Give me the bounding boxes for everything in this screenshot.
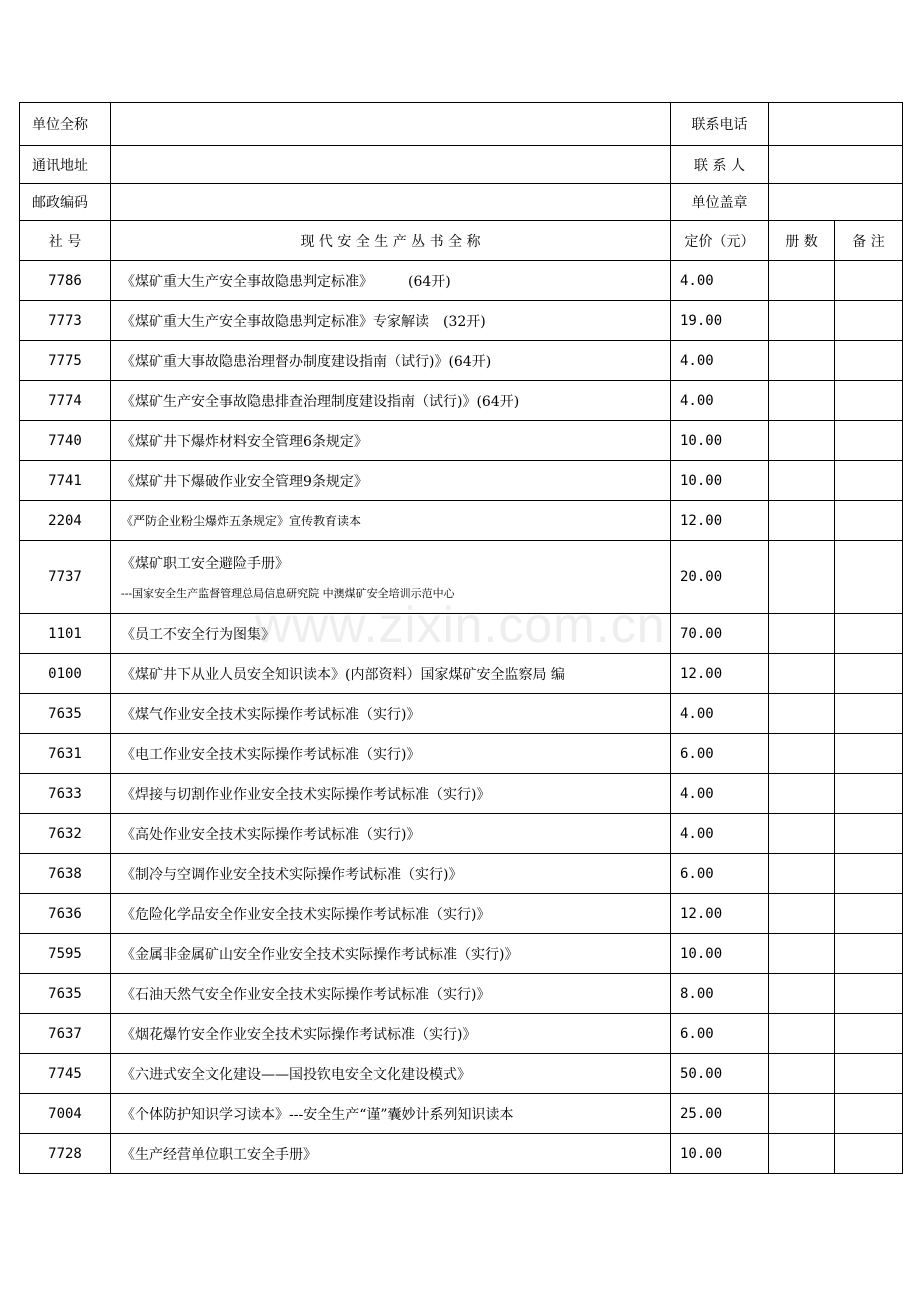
- book-number: 7635: [20, 694, 111, 734]
- table-row: [20, 974, 903, 1014]
- note-field[interactable]: [835, 694, 903, 734]
- table-row: [20, 1014, 903, 1054]
- table-row: [20, 934, 903, 974]
- table-row: [20, 1134, 903, 1174]
- table-row: [20, 501, 903, 541]
- book-title: 《个体防护知识学习读本》---安全生产“谨”囊妙计系列知识读本: [121, 1106, 514, 1123]
- quantity-field[interactable]: [769, 381, 835, 421]
- book-title-cell: [111, 301, 671, 341]
- table-row: [20, 461, 903, 501]
- book-title-cell: [111, 341, 671, 381]
- note-field[interactable]: [835, 501, 903, 541]
- table-row: [20, 694, 903, 734]
- note-field[interactable]: [835, 814, 903, 854]
- book-number: 7728: [20, 1134, 111, 1174]
- note-field[interactable]: [835, 654, 903, 694]
- book-title: 《焊接与切割作业作业安全技术实际操作考试标准（实行)》: [121, 786, 491, 803]
- book-title: 《严防企业粉尘爆炸五条规定》宣传教育读本: [121, 514, 362, 528]
- quantity-field[interactable]: [769, 934, 835, 974]
- book-price: 50.00: [671, 1054, 769, 1094]
- book-subtitle: ---国家安全生产监督管理总局信息研究院 中澳煤矿安全培训示范中心: [121, 587, 455, 600]
- quantity-field[interactable]: [769, 1014, 835, 1054]
- book-price: 4.00: [671, 381, 769, 421]
- col-header-price: 定价（元）: [671, 221, 769, 261]
- book-price: 6.00: [671, 734, 769, 774]
- quantity-field[interactable]: [769, 461, 835, 501]
- table-row: [20, 614, 903, 654]
- unit-name-row: [20, 103, 903, 146]
- quantity-field[interactable]: [769, 1134, 835, 1174]
- book-number: 7745: [20, 1054, 111, 1094]
- table-row: [20, 381, 903, 421]
- note-field[interactable]: [835, 341, 903, 381]
- book-title: 《制冷与空调作业安全技术实际操作考试标准（实行)》: [121, 866, 463, 883]
- note-field[interactable]: [835, 934, 903, 974]
- table-row: [20, 541, 903, 614]
- col-header-qty: 册 数: [769, 221, 835, 261]
- book-title: 《烟花爆竹安全作业安全技术实际操作考试标准（实行)》: [121, 1026, 477, 1043]
- address-row: [20, 146, 903, 184]
- book-price: 4.00: [671, 774, 769, 814]
- book-title: 《电工作业安全技术实际操作考试标准（实行)》: [121, 746, 421, 763]
- quantity-field[interactable]: [769, 734, 835, 774]
- col-header-no: 社 号: [20, 221, 111, 261]
- quantity-field[interactable]: [769, 774, 835, 814]
- note-field[interactable]: [835, 461, 903, 501]
- book-price: 25.00: [671, 1094, 769, 1134]
- phone-field[interactable]: [769, 103, 903, 146]
- table-row: [20, 814, 903, 854]
- book-title-cell: [111, 1134, 671, 1174]
- book-price: 4.00: [671, 814, 769, 854]
- book-number: 7637: [20, 1014, 111, 1054]
- note-field[interactable]: [835, 421, 903, 461]
- book-title-cell: [111, 934, 671, 974]
- book-number: 7631: [20, 734, 111, 774]
- book-title: 《煤矿重大事故隐患治理督办制度建设指南（试行)》(64开): [121, 353, 492, 370]
- book-title-cell: [111, 1014, 671, 1054]
- seal-field[interactable]: [769, 184, 903, 221]
- book-number: 2204: [20, 501, 111, 541]
- book-title: 《煤矿职工安全避险手册》: [121, 556, 289, 572]
- contact-label: 联 系 人: [671, 146, 769, 184]
- table-row: [20, 301, 903, 341]
- postcode-row: [20, 184, 903, 221]
- book-title: 《金属非金属矿山安全作业安全技术实际操作考试标准（实行)》: [121, 946, 519, 963]
- note-field[interactable]: [835, 734, 903, 774]
- quantity-field[interactable]: [769, 974, 835, 1014]
- address-label: 通讯地址: [20, 146, 111, 184]
- table-row: [20, 854, 903, 894]
- book-price: 20.00: [671, 541, 769, 614]
- book-title-cell: [111, 734, 671, 774]
- book-title: 《煤气作业安全技术实际操作考试标准（实行)》: [121, 706, 421, 723]
- book-title-cell: [111, 814, 671, 854]
- book-title-cell: [111, 501, 671, 541]
- note-field[interactable]: [835, 1094, 903, 1134]
- quantity-field[interactable]: [769, 341, 835, 381]
- book-title: 《高处作业安全技术实际操作考试标准（实行)》: [121, 826, 421, 843]
- book-title: 《煤矿重大生产安全事故隐患判定标准》 (64开): [121, 273, 451, 290]
- table-row: [20, 654, 903, 694]
- table-row: [20, 774, 903, 814]
- note-field[interactable]: [835, 1134, 903, 1174]
- book-price: 10.00: [671, 461, 769, 501]
- table-row: [20, 894, 903, 934]
- book-number: 7633: [20, 774, 111, 814]
- book-number: 7775: [20, 341, 111, 381]
- address-field[interactable]: [111, 146, 671, 184]
- book-number: 7774: [20, 381, 111, 421]
- book-price: 10.00: [671, 1134, 769, 1174]
- quantity-field[interactable]: [769, 1054, 835, 1094]
- quantity-field[interactable]: [769, 501, 835, 541]
- book-order-form: [19, 102, 903, 1174]
- book-price: 10.00: [671, 934, 769, 974]
- postcode-field[interactable]: [111, 184, 671, 221]
- quantity-field[interactable]: [769, 694, 835, 734]
- unit-name-field[interactable]: [111, 103, 671, 146]
- table-row: [20, 734, 903, 774]
- book-title-cell: [111, 654, 671, 694]
- book-price: 19.00: [671, 301, 769, 341]
- book-title-cell: [111, 1054, 671, 1094]
- book-price: 10.00: [671, 421, 769, 461]
- book-title: 《危险化学品安全作业安全技术实际操作考试标准（实行)》: [121, 906, 491, 923]
- book-number: 7004: [20, 1094, 111, 1134]
- note-field[interactable]: [835, 894, 903, 934]
- book-title-cell: [111, 1094, 671, 1134]
- table-row: [20, 261, 903, 301]
- book-number: 7737: [20, 541, 111, 614]
- quantity-field[interactable]: [769, 541, 835, 614]
- book-title-cell: [111, 421, 671, 461]
- book-number: 7595: [20, 934, 111, 974]
- book-title-cell: [111, 974, 671, 1014]
- quantity-field[interactable]: [769, 614, 835, 654]
- book-number: 7740: [20, 421, 111, 461]
- seal-label: 单位盖章: [671, 184, 769, 221]
- book-price: 12.00: [671, 501, 769, 541]
- note-field[interactable]: [835, 381, 903, 421]
- book-number: 7638: [20, 854, 111, 894]
- book-title: 《煤矿井下爆炸材料安全管理6条规定》: [121, 433, 368, 450]
- book-price: 6.00: [671, 1014, 769, 1054]
- book-price: 4.00: [671, 341, 769, 381]
- note-field[interactable]: [835, 854, 903, 894]
- book-title-cell: [111, 614, 671, 654]
- note-field[interactable]: [835, 1054, 903, 1094]
- book-number: 1101: [20, 614, 111, 654]
- postcode-label: 邮政编码: [20, 184, 111, 221]
- book-number: 7636: [20, 894, 111, 934]
- book-title: 《石油天然气安全作业安全技术实际操作考试标准（实行)》: [121, 986, 491, 1003]
- book-title-cell: [111, 894, 671, 934]
- table-row: [20, 1094, 903, 1134]
- note-field[interactable]: [835, 541, 903, 614]
- book-price: 12.00: [671, 894, 769, 934]
- quantity-field[interactable]: [769, 814, 835, 854]
- note-field[interactable]: [835, 974, 903, 1014]
- book-title: 《煤矿重大生产安全事故隐患判定标准》专家解读 (32开): [121, 313, 486, 330]
- book-title: 《生产经营单位职工安全手册》: [121, 1146, 317, 1163]
- book-title: 《煤矿井下爆破作业安全管理9条规定》: [121, 473, 368, 490]
- note-field[interactable]: [835, 614, 903, 654]
- book-title-cell: [111, 541, 671, 614]
- book-price: 6.00: [671, 854, 769, 894]
- book-price: 4.00: [671, 694, 769, 734]
- book-title-cell: [111, 381, 671, 421]
- quantity-field[interactable]: [769, 301, 835, 341]
- book-number: 7635: [20, 974, 111, 1014]
- column-header-row: [20, 221, 903, 261]
- book-title: 《员工不安全行为图集》: [121, 626, 275, 643]
- book-list: [20, 261, 903, 1174]
- col-header-note: 备 注: [835, 221, 903, 261]
- table-row: [20, 421, 903, 461]
- book-title: 《六进式安全文化建设——国投钦电安全文化建设模式》: [121, 1066, 471, 1083]
- book-number: 7741: [20, 461, 111, 501]
- book-number: 7632: [20, 814, 111, 854]
- book-title: 《煤矿生产安全事故隐患排查治理制度建设指南（试行)》(64开): [121, 393, 520, 410]
- phone-label: 联系电话: [671, 103, 769, 146]
- quantity-field[interactable]: [769, 261, 835, 301]
- quantity-field[interactable]: [769, 421, 835, 461]
- unit-name-label: 单位全称: [20, 103, 111, 146]
- book-title-cell: [111, 774, 671, 814]
- quantity-field[interactable]: [769, 894, 835, 934]
- book-number: 7773: [20, 301, 111, 341]
- table-row: [20, 1054, 903, 1094]
- watermark: www.zixin.com.cn: [255, 597, 666, 653]
- book-number: 0100: [20, 654, 111, 694]
- book-number: 7786: [20, 261, 111, 301]
- book-title-cell: [111, 261, 671, 301]
- quantity-field[interactable]: [769, 854, 835, 894]
- col-header-title: 现 代 安 全 生 产 丛 书 全 称: [111, 221, 671, 261]
- book-price: 8.00: [671, 974, 769, 1014]
- book-title-cell: [111, 461, 671, 501]
- note-field[interactable]: [835, 1014, 903, 1054]
- book-price: 4.00: [671, 261, 769, 301]
- note-field[interactable]: [835, 261, 903, 301]
- book-title: 《煤矿井下从业人员安全知识读本》(内部资料）国家煤矿安全监察局 编: [121, 666, 565, 683]
- book-title-cell: [111, 854, 671, 894]
- quantity-field[interactable]: [769, 654, 835, 694]
- book-price: 12.00: [671, 654, 769, 694]
- table-row: [20, 341, 903, 381]
- quantity-field[interactable]: [769, 1094, 835, 1134]
- book-title-cell: [111, 694, 671, 734]
- book-price: 70.00: [671, 614, 769, 654]
- contact-field[interactable]: [769, 146, 903, 184]
- note-field[interactable]: [835, 301, 903, 341]
- note-field[interactable]: [835, 774, 903, 814]
